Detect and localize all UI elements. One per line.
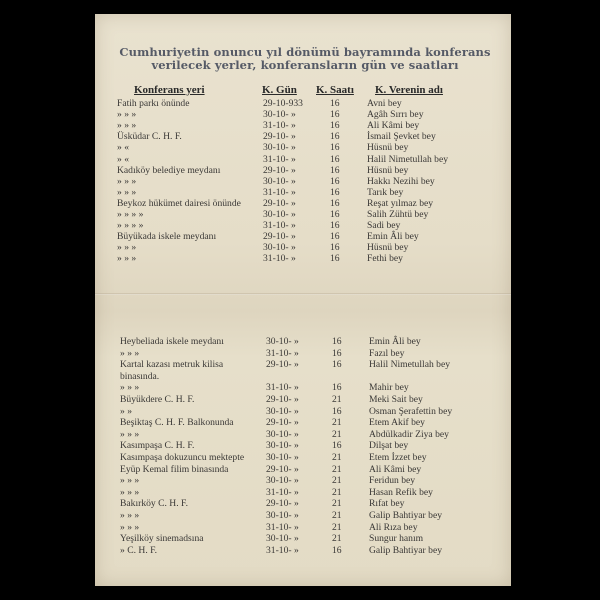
time-cell: 16	[330, 164, 340, 176]
speaker-cell: Mahir bey	[369, 382, 409, 394]
speaker-cell: Ali Kâmi bey	[367, 120, 420, 132]
time-cell: 16	[330, 131, 340, 143]
time-cell: 16	[330, 109, 340, 121]
time-cell: 16	[330, 197, 340, 209]
speaker-cell: Etem Akif bey	[369, 417, 425, 429]
speaker-cell: Osman Şerafettin bey	[369, 405, 453, 417]
place-cell: » » » »	[117, 220, 144, 232]
title-line-1: Cumhuriyetin onuncu yıl dönümü bayramında konferans	[119, 45, 491, 59]
speaker-cell: Halil Nimetullah bey	[369, 359, 450, 371]
speaker-cell: Hüsnü bey	[367, 242, 409, 254]
place-cell: Eyüp Kemal filim binasında	[120, 463, 229, 475]
place-cell: Üsküdar C. H. F.	[117, 131, 182, 143]
title-line-2: verilecek yerler, konferansların gün ve saatları	[151, 58, 459, 72]
place-cell: Bakırköy C. H. F.	[120, 498, 188, 510]
date-cell: 31-10- »	[266, 544, 299, 556]
time-cell: 21	[332, 521, 342, 533]
time-cell: 16	[330, 175, 340, 187]
speaker-cell: Sungur hanım	[369, 533, 424, 545]
time-cell: 16	[330, 231, 340, 243]
date-cell: 29-10- »	[266, 359, 299, 371]
date-cell: 29-10-933	[263, 98, 303, 109]
time-cell: 16	[332, 544, 342, 556]
time-cell: 21	[332, 498, 342, 510]
date-cell: 30-10- »	[263, 109, 296, 121]
date-cell: 31-10- »	[263, 120, 296, 132]
time-cell: 16	[330, 242, 340, 254]
date-cell: 30-10- »	[266, 336, 299, 347]
time-cell: 21	[332, 475, 342, 487]
date-cell: 29-10- »	[263, 197, 296, 209]
speaker-cell: Dilşat bey	[369, 440, 409, 452]
time-cell: 16	[330, 186, 340, 198]
speaker-cell: Fethi bey	[367, 253, 403, 265]
speaker-cell: Emin Âli bey	[367, 231, 419, 243]
speaker-cell: Hüsnü bey	[367, 142, 409, 154]
speaker-cell: Rıfat bey	[369, 498, 405, 510]
place-cell: Büyükdere C. H. F.	[120, 394, 195, 405]
speaker-cell: Sadi bey	[367, 220, 401, 232]
place-cell: » » »	[120, 347, 140, 359]
time-cell: 21	[332, 428, 342, 440]
speaker-cell: Emin Âli bey	[369, 336, 421, 347]
place-cell: » «	[117, 142, 129, 154]
place-cell: » » »	[120, 382, 140, 394]
speaker-cell: Hasan Refik bey	[369, 486, 433, 498]
header-place: Konferans yeri	[134, 84, 205, 96]
place-cell: » »	[120, 405, 132, 417]
place-cell: » » »	[117, 175, 137, 187]
time-cell: 16	[330, 253, 340, 265]
time-cell: 16	[332, 405, 342, 417]
place-cell: Beşiktaş C. H. F. Balkonunda	[120, 417, 234, 429]
time-cell: 21	[332, 510, 342, 521]
date-cell: 31-10- »	[266, 347, 299, 359]
date-cell: 31-10- »	[266, 382, 299, 394]
speaker-cell: Agâh Sırrı bey	[367, 109, 424, 121]
place-cell: » » »	[120, 475, 140, 487]
place-cell: » » »	[120, 510, 140, 521]
place-cell: Yeşilköy sinemadsına	[120, 533, 204, 545]
date-cell: 31-10- »	[263, 153, 296, 165]
place-cell: Büyükada iskele meydanı	[117, 231, 217, 243]
speaker-cell: Ali Kâmi bey	[369, 463, 422, 475]
date-cell: 29-10- »	[266, 394, 299, 405]
date-cell: 30-10- »	[266, 510, 299, 521]
date-cell: 31-10- »	[263, 220, 296, 232]
place-cell: » » »	[120, 521, 140, 533]
header-speaker: K. Verenin adı	[375, 84, 443, 96]
time-cell: 16	[332, 359, 342, 371]
time-cell: 16	[330, 209, 340, 220]
speaker-cell: Galip Bahtiyar bey	[369, 544, 442, 556]
date-cell: 30-10- »	[263, 209, 296, 220]
date-cell: 29-10- »	[263, 131, 296, 143]
speaker-cell: Etem İzzet bey	[369, 452, 427, 463]
speaker-cell: Hakkı Nezihi bey	[367, 175, 435, 187]
place-cell: binasında.	[120, 370, 160, 382]
date-cell: 31-10- »	[266, 521, 299, 533]
place-cell: Kasımpaşa C. H. F.	[120, 440, 195, 452]
place-cell: Beykoz hükümet dairesi önünde	[117, 197, 241, 209]
speaker-cell: Feridun bey	[369, 475, 416, 487]
date-cell: 30-10- »	[266, 475, 299, 487]
place-cell: » » »	[117, 109, 137, 121]
place-cell: Heybeliada iskele meydanı	[120, 336, 224, 347]
date-cell: 29-10- »	[266, 463, 299, 475]
speaker-cell: Tarık bey	[367, 186, 404, 198]
place-cell: Kartal kazası metruk kilisa	[120, 359, 224, 371]
time-cell: 21	[332, 463, 342, 475]
speaker-cell: Fazıl bey	[369, 347, 405, 359]
speaker-cell: Ali Rıza bey	[369, 521, 418, 533]
speaker-cell: Halil Nimetullah bey	[367, 153, 448, 165]
time-cell: 16	[330, 142, 340, 154]
time-cell: 16	[332, 336, 342, 347]
time-cell: 21	[332, 417, 342, 429]
date-cell: 29-10- »	[266, 417, 299, 429]
date-cell: 29-10- »	[263, 164, 296, 176]
time-cell: 21	[332, 452, 342, 463]
date-cell: 29-10- »	[266, 498, 299, 510]
date-cell: 31-10- »	[263, 253, 296, 265]
time-cell: 16	[332, 382, 342, 394]
date-cell: 29-10- »	[263, 231, 296, 243]
date-cell: 30-10- »	[263, 175, 296, 187]
place-cell: Kadıköy belediye meydanı	[117, 164, 221, 176]
time-cell: 16	[330, 220, 340, 232]
header-time: K. Saatı	[316, 84, 354, 96]
time-cell: 16	[330, 153, 340, 165]
place-cell: » » »	[117, 253, 137, 265]
time-cell: 16	[332, 440, 342, 452]
page-fold	[95, 293, 511, 295]
date-cell: 30-10- »	[266, 440, 299, 452]
time-cell: 21	[332, 533, 342, 545]
date-cell: 30-10- »	[266, 428, 299, 440]
date-cell: 30-10- »	[263, 242, 296, 254]
date-cell: 30-10- »	[266, 405, 299, 417]
header-date: K. Gün	[262, 84, 297, 96]
time-cell: 21	[332, 394, 342, 405]
place-cell: » «	[117, 153, 129, 165]
time-cell: 16	[332, 347, 342, 359]
place-cell: » » »	[117, 186, 137, 198]
speaker-cell: İsmail Şevket bey	[367, 131, 436, 143]
date-cell: 31-10- »	[266, 486, 299, 498]
time-cell: 21	[332, 486, 342, 498]
date-cell: 30-10- »	[266, 452, 299, 463]
time-cell: 16	[330, 120, 340, 132]
date-cell: 30-10- »	[263, 142, 296, 154]
place-cell: » » »	[120, 428, 140, 440]
place-cell: » » » »	[117, 209, 144, 220]
place-cell: » » »	[117, 242, 137, 254]
speaker-cell: Hüsnü bey	[367, 164, 409, 176]
date-cell: 30-10- »	[266, 533, 299, 545]
place-cell: » » »	[120, 486, 140, 498]
place-cell: » C. H. F.	[120, 544, 158, 556]
speaker-cell: Meki Sait bey	[369, 394, 423, 405]
place-cell: Fatih parkı önünde	[117, 98, 190, 109]
time-cell: 16	[330, 98, 340, 109]
speaker-cell: Reşat yılmaz bey	[367, 197, 434, 209]
speaker-cell: Salih Zühtü bey	[367, 209, 429, 220]
place-cell: Kasımpaşa dokuzuncu mektepte	[120, 452, 245, 463]
place-cell: » » »	[117, 120, 137, 132]
speaker-cell: Galip Bahtiyar bey	[369, 510, 442, 521]
speaker-cell: Avni bey	[367, 98, 402, 109]
speaker-cell: Abdülkadir Ziya bey	[369, 428, 449, 440]
date-cell: 31-10- »	[263, 186, 296, 198]
